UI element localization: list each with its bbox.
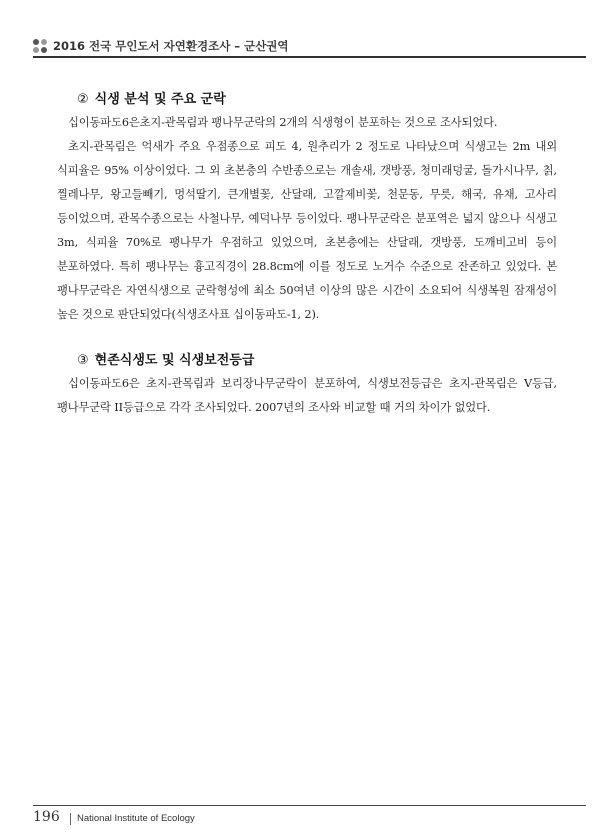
section-vegetation-analysis: [57, 88, 557, 327]
header-rule: [33, 56, 586, 58]
footer-rule: [33, 805, 586, 806]
section-number: ③: [77, 353, 89, 368]
section-heading: [77, 349, 557, 368]
paragraph: 십이동파도6은초지-관목림과 팽나무군락의 2개의 식생형이 분포하는 것으로 조사되었다.: [68, 116, 498, 129]
paragraph: 초지-관목림은 억새가 주요 우점종으로 피도 4, 원추리가 2 정도로 나타났으며 식생고는 2m 내외 식피율은 95% 이상이었다. 그 외 초본층의 수반종으로는 개솔새, 갯방풍, 청미래덩굴, 돌가시나무, 칡, 찔레나무, 왕고들빼기, 멍석딸기, 큰개별꽃, 산달래, 고깔제비꽃, 천문동, 무릇, 해국, 유채, 고사리 등이었으며, 관목수종으로는 사철나무, 예덕나무 등이었다. 팽나무군락은 분포역은 넓지 않으나 식생고 3m, 식피율 70%로 팽나무가 우점하고 있었으며, 초본층에는 산달래, 갯방풍, 도깨비고비 등이 분포하였다. 특히 팽나무는 흉고직경이 28.8cm에 이를 정도로 노거수 수준으로 잔존하고 있었다. 본 팽나무군락은 자연식생으로 군락형성에 최소 50여년 이상의 많은 시간이 소요되어 식생복원 잠재성이 높은 것으로 판단되었다(식생조사표 십이동파도-1, 2).: [57, 140, 557, 321]
section-number: ②: [77, 92, 89, 107]
header-dots-icon: [33, 39, 49, 53]
section-title: 현존식생도 및 식생보전등급: [94, 353, 255, 368]
running-header: [33, 36, 586, 58]
page-content: [57, 88, 557, 420]
section-vegetation-map: [57, 349, 557, 420]
page-number: 196: [33, 809, 60, 825]
section-heading: [77, 88, 557, 107]
header-title: 2016 전국 무인도서 자연환경조사 – 군산권역: [53, 39, 289, 53]
footer-publisher: National Institute of Ecology: [77, 813, 195, 824]
footer-separator: [70, 813, 71, 825]
section-title: 식생 분석 및 주요 군락: [94, 92, 226, 107]
page-footer: [33, 805, 586, 835]
paragraph: 십이동파도6은 초지-관목림과 보리장나무군락이 분포하여, 식생보전등급은 초지-관목림은 V등급, 팽나무군락 II등급으로 각각 조사되었다. 2007년의 조사와 비교할 때 거의 차이가 없었다.: [57, 377, 557, 414]
